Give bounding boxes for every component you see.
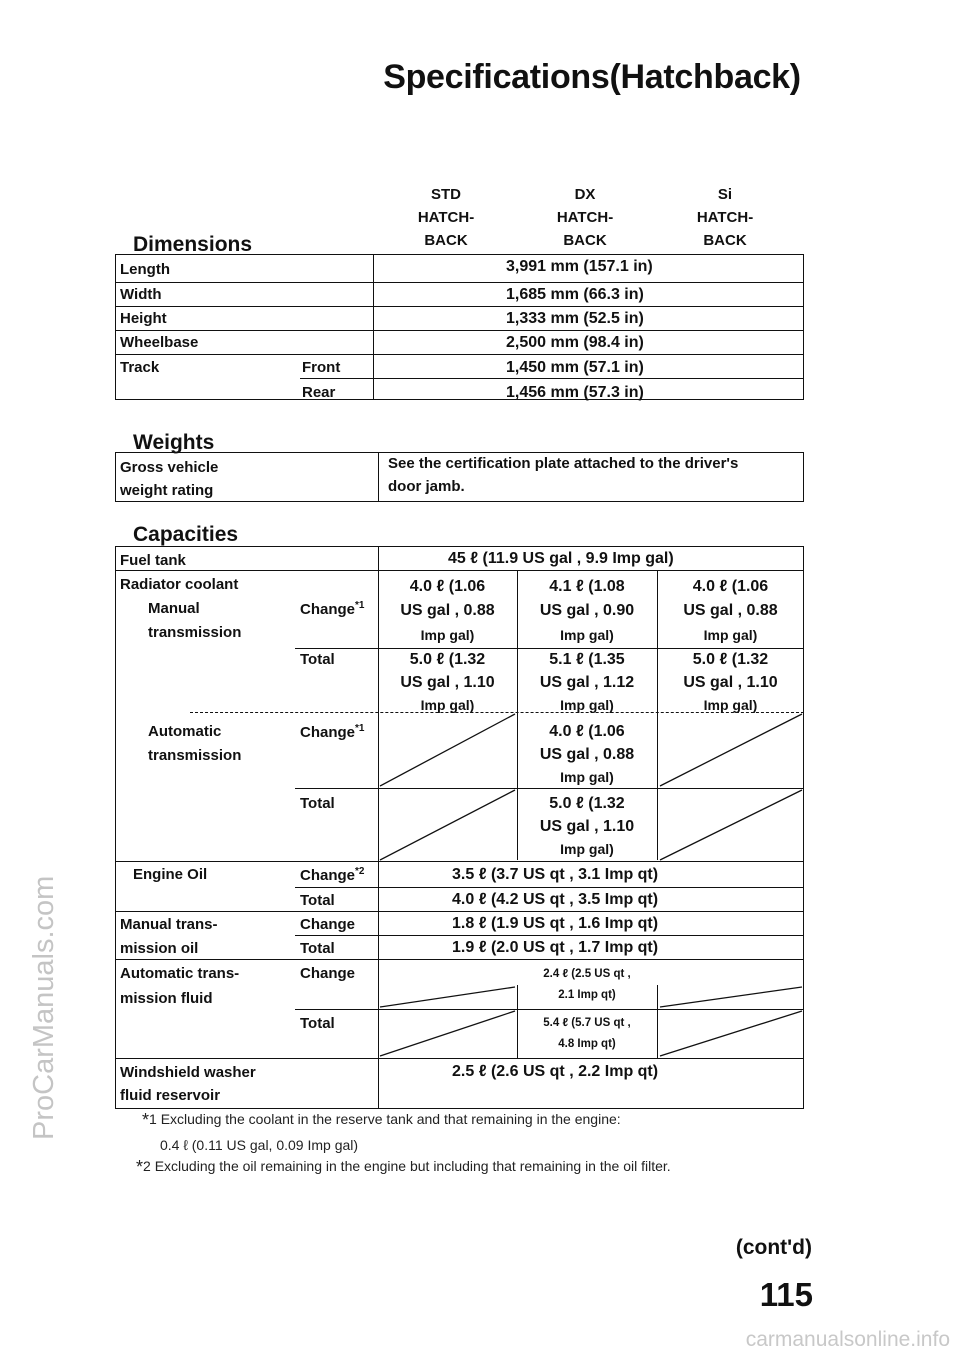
page-title: Specifications(Hatchback) xyxy=(383,58,801,96)
coolant-manual-total-label: Total xyxy=(300,651,335,668)
mt-oil-total-value: 1.9 ℓ (2.0 US qt , 1.7 Imp qt) xyxy=(452,939,659,956)
weights-value-line1: See the certification plate attached to the driver's xyxy=(388,455,739,472)
footnote-1: *1 Excluding the coolant in the reserve tank and that remaining in the engine: xyxy=(142,1110,621,1130)
engine-oil-change-label: Change$^{*2}$ xyxy=(300,866,365,884)
coolant-auto-line1: Automatic xyxy=(148,723,222,740)
dimensions-heading: Dimensions xyxy=(133,233,253,256)
coolant-manual-change-std: 4.0 ℓ (1.06 US gal , 0.88 Imp gal) xyxy=(400,578,495,643)
dim-label-width: Width xyxy=(120,286,162,303)
washer-value: 2.5 ℓ (2.6 US qt , 2.2 Imp qt) xyxy=(452,1063,659,1080)
washer-label-line1: Windshield washer xyxy=(120,1064,256,1081)
fuel-tank-value: 45 ℓ (11.9 US gal , 9.9 Imp gal) xyxy=(448,550,674,567)
coolant-auto-change-dx: 4.0 ℓ (1.06 US gal , 0.88 Imp gal) xyxy=(539,723,635,785)
coolant-manual-line1: Manual xyxy=(148,600,200,617)
footer-site-text: carmanualsonline.info xyxy=(745,1328,950,1351)
coolant-label: Radiator coolant xyxy=(120,576,239,593)
mt-oil-total-label: Total xyxy=(300,940,335,957)
coolant-manual-total-dx: 5.1 ℓ (1.35 US gal , 1.12 Imp gal) xyxy=(539,651,635,713)
column-heading-dx: DX HATCH- BACK xyxy=(556,186,614,249)
coolant-manual-total-si: 5.0 ℓ (1.32 US gal , 1.10 Imp gal) xyxy=(683,651,778,713)
washer-label-line2: fluid reservoir xyxy=(120,1087,221,1104)
weights-value-line2: door jamb. xyxy=(388,478,465,495)
watermark: ProCarManuals.com xyxy=(28,875,60,1140)
at-fluid-label-line1: Automatic trans- xyxy=(120,965,240,982)
page-number: 115 xyxy=(759,1276,813,1313)
column-heading-std: STD HATCH- BACK xyxy=(417,186,475,249)
dim-sublabel-front: Front xyxy=(302,359,341,376)
coolant-auto-change-label: Change$^{*1}$ xyxy=(300,723,365,741)
continued-label: (cont'd) xyxy=(735,1236,812,1259)
mt-oil-change-value: 1.8 ℓ (1.9 US qt , 1.6 Imp qt) xyxy=(452,915,659,932)
dim-value-height: 1,333 mm (52.5 in) xyxy=(506,310,644,327)
mt-oil-label-line1: Manual trans- xyxy=(120,916,218,933)
at-fluid-total-label: Total xyxy=(300,1015,335,1032)
engine-oil-total-label: Total xyxy=(300,892,335,909)
coolant-manual-line2: transmission xyxy=(148,624,242,641)
coolant-auto-line2: transmission xyxy=(148,747,242,764)
dim-value-width: 1,685 mm (66.3 in) xyxy=(506,286,644,303)
engine-oil-change-value: 3.5 ℓ (3.7 US qt , 3.1 Imp qt) xyxy=(452,866,659,883)
mt-oil-label-line2: mission oil xyxy=(120,940,199,957)
column-heading-si: Si HATCH- BACK xyxy=(696,186,754,249)
dim-value-track-front: 1,450 mm (57.1 in) xyxy=(506,359,644,376)
mt-oil-change-label: Change xyxy=(300,916,356,933)
dim-label-wheelbase: Wheelbase xyxy=(120,334,199,351)
dim-label-length: Length xyxy=(120,261,170,278)
coolant-manual-change-label: Change$^{*1}$ xyxy=(300,600,365,618)
at-fluid-change-dx: 2.4 ℓ (2.5 US qt , 2.1 Imp qt) xyxy=(543,968,631,1001)
engine-oil-total-value: 4.0 ℓ (4.2 US qt , 3.5 Imp qt) xyxy=(452,891,659,908)
footnote-2: *2 Excluding the oil remaining in the engine but including that remaining in the oil filter. xyxy=(136,1157,671,1177)
fuel-tank-label: Fuel tank xyxy=(120,552,186,569)
weights-label-line2: weight rating xyxy=(120,482,214,499)
coolant-manual-change-si: 4.0 ℓ (1.06 US gal , 0.88 Imp gal) xyxy=(683,578,778,643)
weights-heading: Weights xyxy=(133,431,215,454)
at-fluid-label-line2: mission fluid xyxy=(120,990,213,1007)
coolant-auto-total-label: Total xyxy=(300,795,335,812)
coolant-manual-change-dx: 4.1 ℓ (1.08 US gal , 0.90 Imp gal) xyxy=(539,578,635,643)
dim-label-track: Track xyxy=(120,359,160,376)
coolant-auto-total-dx: 5.0 ℓ (1.32 US gal , 1.10 Imp gal) xyxy=(539,795,635,857)
engine-oil-label: Engine Oil xyxy=(133,866,208,883)
dim-value-track-rear: 1,456 mm (57.3 in) xyxy=(506,384,644,401)
footnote-1-continued: 0.4 ℓ (0.11 US gal, 0.09 Imp gal) xyxy=(160,1137,359,1153)
dim-value-length: 3,991 mm (157.1 in) xyxy=(506,258,653,275)
at-fluid-change-label: Change xyxy=(300,965,356,982)
coolant-manual-total-std: 5.0 ℓ (1.32 US gal , 1.10 Imp gal) xyxy=(400,651,495,713)
dim-sublabel-rear: Rear xyxy=(302,384,336,401)
dim-value-wheelbase: 2,500 mm (98.4 in) xyxy=(506,334,644,351)
dim-label-height: Height xyxy=(120,310,167,327)
at-fluid-total-dx: 5.4 ℓ (5.7 US qt , 4.8 Imp qt) xyxy=(543,1017,631,1050)
capacities-heading: Capacities xyxy=(133,523,239,546)
weights-label-line1: Gross vehicle xyxy=(120,459,219,476)
